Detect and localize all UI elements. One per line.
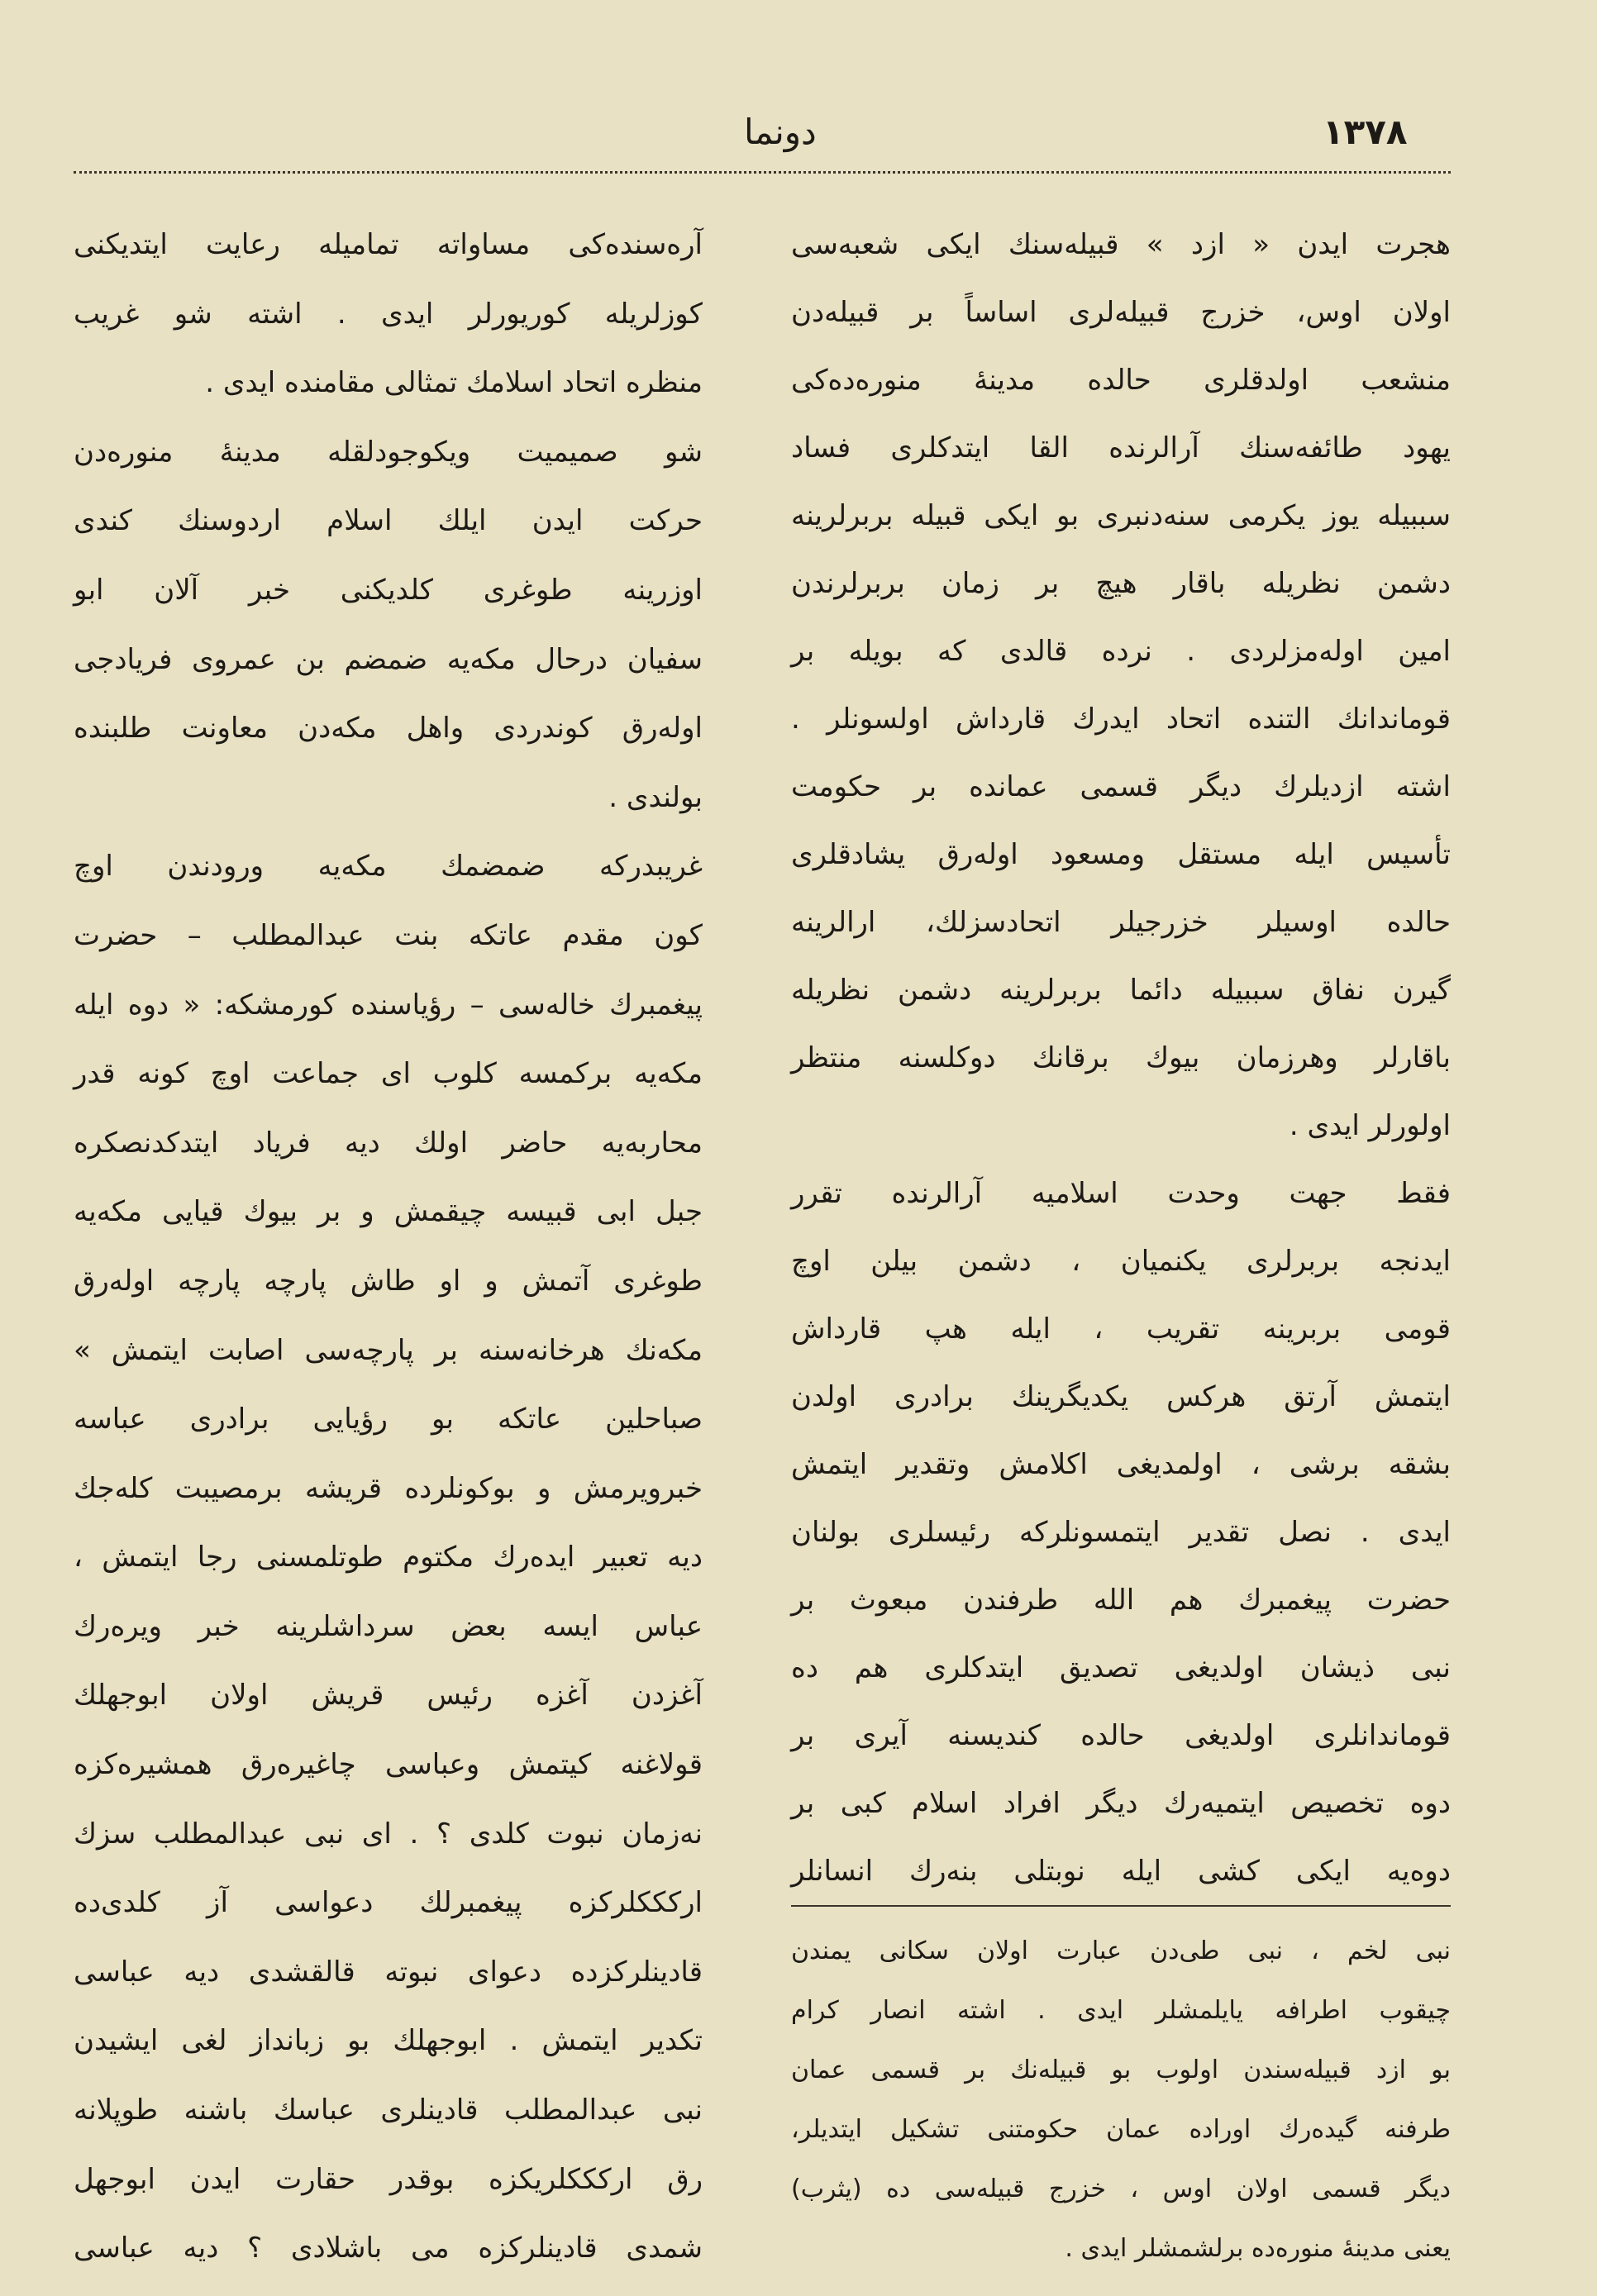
left-column bbox=[74, 211, 703, 2284]
left-column-line: جبل ابی قبیسه چیقمش و بر بیوك قیایی مكه‌یه bbox=[74, 1195, 703, 1229]
right-column-line: دشمن نظریله باقار هیچ بر زمان بربرلرندن bbox=[791, 567, 1451, 600]
right-column-line: امین اوله‌مزلردی . نرده قالدی كه بویله بر bbox=[791, 635, 1451, 668]
header-divider bbox=[74, 171, 1451, 174]
right-column-line: اولان اوس، خزرج قبیله‌لری اساساً بر قبیله‌دن bbox=[791, 296, 1451, 329]
right-column-line: منشعب اولدقلری حالده مدینهٔ منوره‌ده‌كی bbox=[791, 364, 1451, 397]
footnote-line: طرفنه گیده‌رك اوراده عمان حكومتنی تشكیل ایتدیلر، bbox=[791, 2115, 1451, 2144]
footnote-line: نبی لخم ، نبی طی‌دن عبارت اولان سكانی یمندن bbox=[791, 1936, 1451, 1965]
footnote bbox=[791, 1922, 1451, 2279]
right-column-line: ایدی . نصل تقدیر ایتمسونلركه رئیسلری بولنان bbox=[791, 1516, 1451, 1549]
left-column-line: نه‌زمان نبوت كلدی ؟ . ای نبی عبدالمطلب سزك bbox=[74, 1817, 703, 1851]
left-column-line: مكه‌نك هرخانه‌سنه بر پارچه‌سی اصابت ایتمش » bbox=[74, 1333, 703, 1367]
left-column-line: اوزرینه طوغری كلدیكنی خبر آلان ابو bbox=[74, 573, 703, 607]
right-column-line: فقط جهت وحدت اسلامیه آرالرنده تقرر bbox=[791, 1177, 1451, 1210]
footnote-line: بو ازد قبیله‌سندن اولوب بو قبیله‌نك بر قسمی عمان bbox=[791, 2055, 1451, 2084]
right-column-line: قومی بربرینه تقریب ، ایله هپ قارداش bbox=[791, 1312, 1451, 1346]
left-column-line: تكدیر ایتمش . ابوجهلك بو زبانداز لغی ایشیدن bbox=[74, 2024, 703, 2058]
left-column-line: قادینلركزده دعوای نبوته قالقشدی دیه عباسی bbox=[74, 1955, 703, 1989]
footnote-line: چیقوب اطرافه یایلمشلر ایدی . اشته انصار كرام bbox=[791, 1996, 1451, 2025]
page-number: ١٣٧٨ bbox=[1323, 112, 1408, 152]
footnote-line: یعنی مدینهٔ منوره‌ده برلشمشلر ایدی . bbox=[1065, 2234, 1451, 2263]
left-column-line: اوله‌رق كوندردی واهل مكه‌دن معاونت طلبنده bbox=[74, 712, 703, 745]
left-column-line: مكه‌یه بركمسه كلوب ای جماعت اوچ كونه قدر bbox=[74, 1057, 703, 1091]
left-column-line: آغزدن آغزه رئیس قریش اولان ابوجهلك bbox=[74, 1679, 703, 1712]
left-column-line: غریبدركه ضمضمك مكه‌یه ورودندن اوچ bbox=[74, 850, 703, 884]
left-column-line: آره‌سنده‌كی مساواته تمامیله رعایت ایتدیكنی bbox=[74, 228, 703, 261]
left-column-line: سفیان درحال مكه‌یه ضمضم بن عمروی فریادجی bbox=[74, 642, 703, 676]
right-column-line: حالده اوسیلر خزرجیلر اتحادسزلك، ارالرینه bbox=[791, 906, 1451, 939]
left-column-line: صباحلین عاتكه بو رؤیایی برادری عباسه bbox=[74, 1403, 703, 1436]
footnote-line: دیگر قسمی اولان اوس ، خزرج قبیله‌سی ده (یثرب) bbox=[791, 2175, 1451, 2203]
right-column-line: باقارلر وهرزمان بیوك برقانك دوكلسنه منتظر bbox=[791, 1041, 1451, 1074]
right-column-line: حضرت پیغمبرك هم الله طرفندن مبعوث بر bbox=[791, 1584, 1451, 1617]
left-column-line: نبی عبدالمطلب قادینلری عباسك باشنه طوپلانه‌ bbox=[74, 2094, 703, 2127]
left-column-line: اركككلركزه پیغمبرلك دعواسی آز كلدی‌ده bbox=[74, 1886, 703, 1920]
left-column-line: خبرویرمش و بوكونلرده قریشه برمصیبت كله‌جك bbox=[74, 1471, 703, 1505]
right-column-line: دوه‌یه ایكی كشی ایله نوبتلی بنه‌رك انسانلر bbox=[791, 1855, 1451, 1888]
footnote-divider bbox=[791, 1905, 1451, 1907]
left-column-line: قولاغنه كیتمش وعباسی چاغیره‌رق همشیره‌كزه bbox=[74, 1748, 703, 1782]
right-column bbox=[791, 211, 1451, 1905]
right-column-line: قوماندانك التنده اتحاد ایدرك قارداش اولسونلر . bbox=[791, 703, 1451, 736]
left-column-line: رق اركككلریكزه بوقدر حقارت ایدن ابوجهل bbox=[74, 2162, 703, 2196]
right-column-line: یهود طائفه‌سنك آرالرنده القا ایتدكلری فساد bbox=[791, 431, 1451, 464]
left-column-line: منظره اتحاد اسلامك تمثالی مقامنده ایدی . bbox=[205, 366, 703, 400]
left-column-line: محاربه‌یه حاضر اولك دیه فریاد ایتدكدنصكره bbox=[74, 1126, 703, 1160]
running-title: دونما bbox=[744, 112, 817, 152]
left-column-line: شو صمیمیت ویكوجودلقله مدینهٔ منوره‌دن bbox=[74, 435, 703, 469]
right-column-line: بشقه برشی ، اولمدیغی اكلامش وتقدیر ایتمش bbox=[791, 1448, 1451, 1481]
left-column-line: عباس ایسه بعض سرداشلرینه خبر ویره‌رك bbox=[74, 1609, 703, 1643]
right-column-line: دوه تخصیص ایتمیه‌رك دیگر افراد اسلام كبی بر bbox=[791, 1787, 1451, 1820]
right-column-line: تأسیس ایله مستقل ومسعود اوله‌رق یشادقلری bbox=[791, 838, 1451, 871]
right-column-line: اولورلر ایدی . bbox=[1289, 1109, 1451, 1142]
right-column-line: گیرن نفاق سببیله دائما بربرلرینه دشمن نظریله bbox=[791, 974, 1451, 1007]
left-column-line: پیغمبرك خاله‌سی – رؤیاسنده كورمشكه: « دوه ایله bbox=[74, 988, 703, 1022]
right-column-line: ایتمش آرتق هركس یكدیگرینك برادری اولدن bbox=[791, 1380, 1451, 1413]
right-column-line: اشته ازدیلرك دیگر قسمی عمانده بر حكومت bbox=[791, 770, 1451, 803]
left-column-line: كون مقدم عاتكه بنت عبدالمطلب – حضرت bbox=[74, 918, 703, 952]
right-column-line: ایدنجه بربرلری یكنمیان ، دشمن بیلن اوچ bbox=[791, 1245, 1451, 1278]
left-column-line: طوغری آتمش و او طاش پارچه پارچه اوله‌رق bbox=[74, 1264, 703, 1298]
right-column-line: هجرت ایدن « ازد » قبیله‌سنك ایكی شعبه‌سی bbox=[791, 228, 1451, 261]
left-column-line: بولندی . bbox=[608, 780, 703, 814]
left-column-line: كوزلریله كوریورلر ایدی . اشته شو غریب bbox=[74, 297, 703, 331]
left-column-line: شمدی قادینلركزه می باشلادی ؟ دیه عباسی bbox=[74, 2232, 703, 2265]
left-column-line: دیه تعبیر ایده‌رك مكتوم طوتلمسنی رجا ایتمش ، bbox=[74, 1541, 703, 1574]
right-column-line: نبی ذیشان اولدیغی تصدیق ایتدكلری هم ده bbox=[791, 1651, 1451, 1684]
left-column-line: حركت ایدن ایلك اسلام اردوسنك كندی bbox=[74, 504, 703, 538]
right-column-line: سببیله یوز یكرمی سنه‌دنبری بو ایكی قبیله بربرلرینه bbox=[791, 499, 1451, 532]
right-column-line: قوماندانلری اولدیغی حالده كندیسنه آیری بر bbox=[791, 1719, 1451, 1752]
